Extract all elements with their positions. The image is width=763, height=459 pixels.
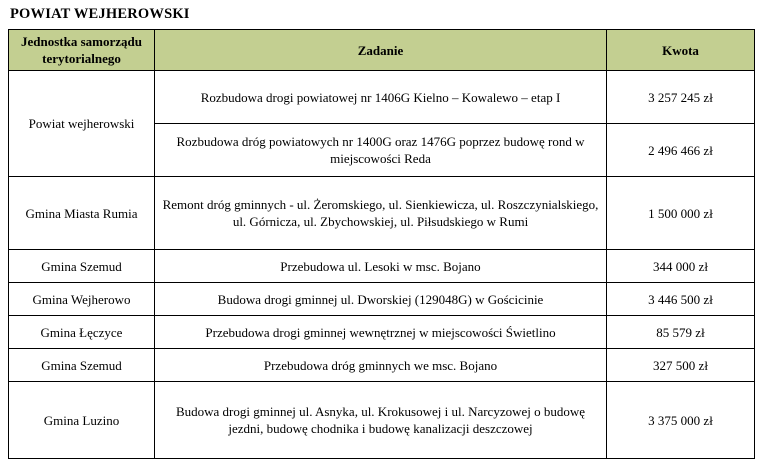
cell-unit: Gmina Szemud (9, 250, 155, 283)
table-header-row (9, 30, 755, 71)
cell-task: Przebudowa dróg gminnych we msc. Bojano (155, 349, 607, 382)
cell-unit: Gmina Łęczyce (9, 316, 155, 349)
column-header-unit: Jednostka samorządu terytorialnego (9, 30, 155, 71)
grant-table (8, 29, 755, 459)
cell-task: Przebudowa ul. Lesoki w msc. Bojano (155, 250, 607, 283)
table-row (9, 250, 755, 283)
table-row (9, 71, 755, 124)
column-header-task: Zadanie (155, 30, 607, 71)
table-row (9, 316, 755, 349)
cell-unit: Powiat wejherowski (9, 71, 155, 177)
column-header-amount: Kwota (607, 30, 755, 71)
cell-task: Przebudowa drogi gminnej wewnętrznej w miejscowości Świetlino (155, 316, 607, 349)
table-row (9, 382, 755, 459)
cell-amount: 2 496 466 zł (607, 124, 755, 177)
cell-task: Rozbudowa drogi powiatowej nr 1406G Kielno – Kowalewo – etap I (155, 71, 607, 124)
table-body (9, 71, 755, 459)
cell-unit: Gmina Wejherowo (9, 283, 155, 316)
cell-amount: 1 500 000 zł (607, 177, 755, 250)
cell-task: Remont dróg gminnych - ul. Żeromskiego, ul. Sienkiewicza, ul. Roszczynialskiego, ul. Górnicza, ul. Zbychowskiej, ul. Piłsudskiego w Rumi (155, 177, 607, 250)
cell-task: Rozbudowa dróg powiatowych nr 1400G oraz 1476G poprzez budowę rond w miejscowości Reda (155, 124, 607, 177)
cell-task: Budowa drogi gminnej ul. Dworskiej (129048G) w Gościcinie (155, 283, 607, 316)
table-row (9, 349, 755, 382)
cell-amount: 3 257 245 zł (607, 71, 755, 124)
cell-amount: 85 579 zł (607, 316, 755, 349)
page-title: POWIAT WEJHEROWSKI (10, 6, 190, 22)
cell-unit: Gmina Szemud (9, 349, 155, 382)
cell-amount: 3 375 000 zł (607, 382, 755, 459)
cell-amount: 327 500 zł (607, 349, 755, 382)
cell-unit: Gmina Luzino (9, 382, 155, 459)
cell-unit: Gmina Miasta Rumia (9, 177, 155, 250)
table-row (9, 177, 755, 250)
table-header (9, 30, 755, 71)
cell-task: Budowa drogi gminnej ul. Asnyka, ul. Krokusowej i ul. Narcyzowej o budowę jezdni, budowę chodnika i budowę kanalizacji deszczowej (155, 382, 607, 459)
cell-amount: 3 446 500 zł (607, 283, 755, 316)
cell-amount: 344 000 zł (607, 250, 755, 283)
table-row (9, 283, 755, 316)
